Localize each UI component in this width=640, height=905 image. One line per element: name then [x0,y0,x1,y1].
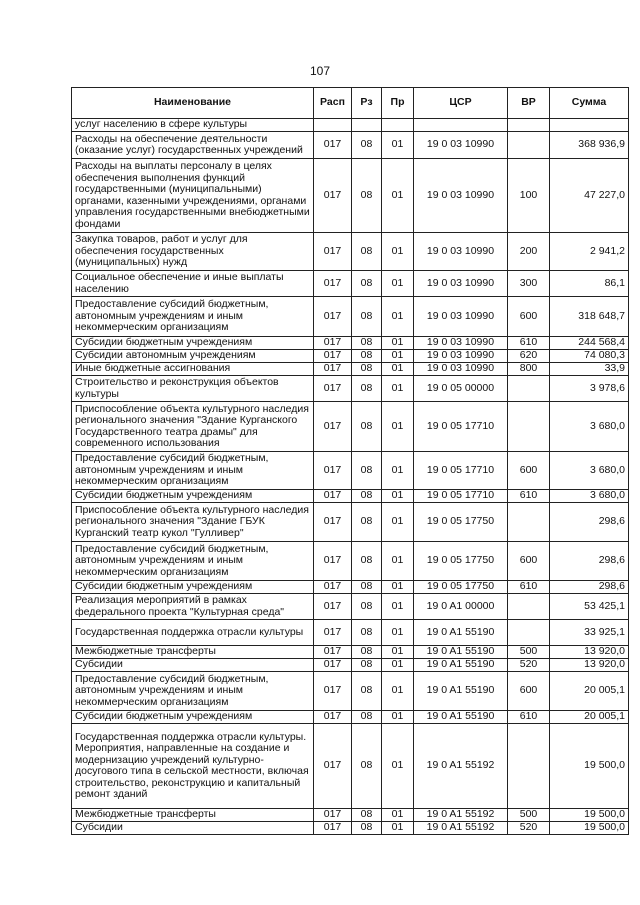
vr-cell: 520 [508,822,550,835]
table-row [72,337,629,350]
name-cell: Приспособление объекта культурного наследия регионального значения "Здание ГБУК Курганский театр кукол "Гулливер" [72,503,314,542]
rz-cell [352,119,382,132]
rasp-cell: 017 [314,724,352,809]
csr-cell: 19 0 03 10990 [414,363,508,376]
name-cell: Расходы на обеспечение деятельности (оказание услуг) государственных учреждений [72,132,314,159]
rasp-cell: 017 [314,350,352,363]
rz-cell: 08 [352,659,382,672]
name-cell: Реализация мероприятий в рамках федерального проекта "Культурная среда" [72,594,314,620]
table-row [72,724,629,809]
sum-cell: 47 227,0 [550,159,629,233]
name-cell: Субсидии бюджетным учреждениям [72,711,314,724]
sum-cell: 3 978,6 [550,376,629,402]
rz-cell: 08 [352,672,382,711]
table-row [72,672,629,711]
csr-cell: 19 0 A1 55192 [414,809,508,822]
vr-cell [508,724,550,809]
sum-cell: 3 680,0 [550,490,629,503]
pr-cell: 01 [382,659,414,672]
vr-cell: 520 [508,659,550,672]
rz-cell: 08 [352,297,382,337]
vr-cell [508,503,550,542]
sum-cell: 20 005,1 [550,711,629,724]
sum-cell: 13 920,0 [550,659,629,672]
header-sum: Сумма [550,88,629,119]
name-cell: Субсидии бюджетным учреждениям [72,581,314,594]
sum-cell: 318 648,7 [550,297,629,337]
rz-cell: 08 [352,711,382,724]
sum-cell [550,119,629,132]
rz-cell: 08 [352,132,382,159]
csr-cell: 19 0 A1 55190 [414,646,508,659]
name-cell: Межбюджетные трансферты [72,809,314,822]
pr-cell: 01 [382,132,414,159]
name-cell: Государственная поддержка отрасли культуры. Мероприятия, направленные на создание и модернизацию учреждений культурно-досугового типа в сельской местности, включая строительство, реконструкцию и капитальный ремонт зданий [72,724,314,809]
csr-cell [414,119,508,132]
name-cell: Субсидии [72,822,314,835]
name-cell: Субсидии бюджетным учреждениям [72,337,314,350]
sum-cell: 20 005,1 [550,672,629,711]
sum-cell: 53 425,1 [550,594,629,620]
rz-cell: 08 [352,581,382,594]
rasp-cell: 017 [314,297,352,337]
vr-cell: 600 [508,672,550,711]
table-header-row [72,88,629,119]
vr-cell: 500 [508,646,550,659]
sum-cell: 3 680,0 [550,452,629,490]
sum-cell: 74 080,3 [550,350,629,363]
pr-cell: 01 [382,503,414,542]
rasp-cell: 017 [314,659,352,672]
rasp-cell [314,119,352,132]
name-cell: Социальное обеспечение и иные выплаты населению [72,271,314,297]
table-row [72,402,629,452]
rz-cell: 08 [352,646,382,659]
csr-cell: 19 0 A1 00000 [414,594,508,620]
table-row [72,503,629,542]
header-csr: ЦСР [414,88,508,119]
csr-cell: 19 0 03 10990 [414,233,508,271]
rz-cell: 08 [352,350,382,363]
pr-cell: 01 [382,271,414,297]
header-name: Наименование [72,88,314,119]
table-row [72,376,629,402]
rz-cell: 08 [352,376,382,402]
name-cell: Предоставление субсидий бюджетным, автономным учреждениям и иным некоммерческим организациям [72,672,314,711]
csr-cell: 19 0 03 10990 [414,350,508,363]
rasp-cell: 017 [314,503,352,542]
table-row [72,119,629,132]
rz-cell: 08 [352,452,382,490]
name-cell: Приспособление объекта культурного наследия регионального значения "Здание Курганского Государственного театра драмы" для современного использования [72,402,314,452]
sum-cell: 33 925,1 [550,620,629,646]
sum-cell: 33,9 [550,363,629,376]
pr-cell: 01 [382,620,414,646]
rz-cell: 08 [352,363,382,376]
sum-cell: 368 936,9 [550,132,629,159]
csr-cell: 19 0 03 10990 [414,337,508,350]
vr-cell [508,402,550,452]
vr-cell: 610 [508,490,550,503]
vr-cell: 800 [508,363,550,376]
rasp-cell: 017 [314,337,352,350]
rz-cell: 08 [352,490,382,503]
table-row [72,822,629,835]
csr-cell: 19 0 05 17750 [414,503,508,542]
rz-cell: 08 [352,233,382,271]
rz-cell: 08 [352,542,382,581]
rasp-cell: 017 [314,594,352,620]
pr-cell: 01 [382,337,414,350]
rz-cell: 08 [352,159,382,233]
name-cell: Государственная поддержка отрасли культуры [72,620,314,646]
rasp-cell: 017 [314,402,352,452]
sum-cell: 3 680,0 [550,402,629,452]
rz-cell: 08 [352,809,382,822]
name-cell: услуг населению в сфере культуры [72,119,314,132]
rz-cell: 08 [352,724,382,809]
rasp-cell: 017 [314,271,352,297]
table-row [72,646,629,659]
pr-cell: 01 [382,672,414,711]
sum-cell: 19 500,0 [550,809,629,822]
rasp-cell: 017 [314,452,352,490]
rz-cell: 08 [352,271,382,297]
name-cell: Предоставление субсидий бюджетным, автономным учреждениям и иным некоммерческим организациям [72,452,314,490]
table-row [72,271,629,297]
pr-cell: 01 [382,822,414,835]
table-row [72,159,629,233]
csr-cell: 19 0 A1 55190 [414,672,508,711]
sum-cell: 19 500,0 [550,822,629,835]
vr-cell [508,376,550,402]
rasp-cell: 017 [314,646,352,659]
vr-cell: 600 [508,542,550,581]
rz-cell: 08 [352,337,382,350]
rasp-cell: 017 [314,233,352,271]
csr-cell: 19 0 03 10990 [414,271,508,297]
pr-cell: 01 [382,350,414,363]
vr-cell: 610 [508,581,550,594]
vr-cell [508,132,550,159]
vr-cell: 620 [508,350,550,363]
pr-cell: 01 [382,363,414,376]
table-row [72,452,629,490]
table-row [72,363,629,376]
csr-cell: 19 0 A1 55192 [414,724,508,809]
table-row [72,132,629,159]
vr-cell: 600 [508,452,550,490]
name-cell: Предоставление субсидий бюджетным, автономным учреждениям и иным некоммерческим организациям [72,542,314,581]
table-row [72,542,629,581]
table-row [72,659,629,672]
sum-cell: 298,6 [550,542,629,581]
csr-cell: 19 0 05 17750 [414,542,508,581]
vr-cell [508,119,550,132]
header-vr: ВР [508,88,550,119]
rasp-cell: 017 [314,542,352,581]
table-row [72,594,629,620]
pr-cell: 01 [382,402,414,452]
pr-cell: 01 [382,490,414,503]
rasp-cell: 017 [314,581,352,594]
vr-cell: 300 [508,271,550,297]
csr-cell: 19 0 A1 55192 [414,822,508,835]
name-cell: Закупка товаров, работ и услуг для обеспечения государственных (муниципальных) нужд [72,233,314,271]
csr-cell: 19 0 A1 55190 [414,711,508,724]
csr-cell: 19 0 05 00000 [414,376,508,402]
sum-cell: 19 500,0 [550,724,629,809]
pr-cell: 01 [382,452,414,490]
table-row [72,809,629,822]
rasp-cell: 017 [314,490,352,503]
sum-cell: 13 920,0 [550,646,629,659]
name-cell: Предоставление субсидий бюджетным, автономным учреждениям и иным некоммерческим организациям [72,297,314,337]
rasp-cell: 017 [314,159,352,233]
pr-cell: 01 [382,724,414,809]
name-cell: Субсидии [72,659,314,672]
csr-cell: 19 0 A1 55190 [414,620,508,646]
csr-cell: 19 0 05 17710 [414,490,508,503]
header-rasp: Расп [314,88,352,119]
rz-cell: 08 [352,620,382,646]
sum-cell: 2 941,2 [550,233,629,271]
rasp-cell: 017 [314,711,352,724]
rasp-cell: 017 [314,376,352,402]
csr-cell: 19 0 03 10990 [414,159,508,233]
pr-cell: 01 [382,711,414,724]
sum-cell: 244 568,4 [550,337,629,350]
csr-cell: 19 0 A1 55190 [414,659,508,672]
csr-cell: 19 0 05 17710 [414,452,508,490]
table-row [72,490,629,503]
csr-cell: 19 0 03 10990 [414,132,508,159]
rz-cell: 08 [352,594,382,620]
name-cell: Субсидии автономным учреждениям [72,350,314,363]
table-row [72,620,629,646]
rasp-cell: 017 [314,822,352,835]
name-cell: Субсидии бюджетным учреждениям [72,490,314,503]
pr-cell: 01 [382,646,414,659]
header-rz: Рз [352,88,382,119]
table-row [72,711,629,724]
rasp-cell: 017 [314,363,352,376]
sum-cell: 86,1 [550,271,629,297]
table-row [72,297,629,337]
rz-cell: 08 [352,402,382,452]
csr-cell: 19 0 05 17710 [414,402,508,452]
pr-cell: 01 [382,297,414,337]
table-row [72,233,629,271]
vr-cell: 610 [508,337,550,350]
vr-cell: 100 [508,159,550,233]
pr-cell: 01 [382,376,414,402]
budget-table [71,87,629,835]
rasp-cell: 017 [314,620,352,646]
name-cell: Межбюджетные трансферты [72,646,314,659]
vr-cell: 200 [508,233,550,271]
pr-cell [382,119,414,132]
vr-cell: 600 [508,297,550,337]
csr-cell: 19 0 05 17750 [414,581,508,594]
table-row [72,581,629,594]
vr-cell: 500 [508,809,550,822]
name-cell: Иные бюджетные ассигнования [72,363,314,376]
sum-cell: 298,6 [550,503,629,542]
pr-cell: 01 [382,594,414,620]
vr-cell [508,594,550,620]
page-number: 107 [309,64,331,78]
vr-cell [508,620,550,646]
pr-cell: 01 [382,233,414,271]
pr-cell: 01 [382,581,414,594]
name-cell: Строительство и реконструкция объектов культуры [72,376,314,402]
rz-cell: 08 [352,822,382,835]
sum-cell: 298,6 [550,581,629,594]
vr-cell: 610 [508,711,550,724]
rasp-cell: 017 [314,132,352,159]
pr-cell: 01 [382,542,414,581]
rasp-cell: 017 [314,809,352,822]
pr-cell: 01 [382,809,414,822]
table-row [72,350,629,363]
rz-cell: 08 [352,503,382,542]
name-cell: Расходы на выплаты персоналу в целях обеспечения выполнения функций государственными (муниципальными) органами, казенными учреждениями, органами управления государственными внебюджетными фондами [72,159,314,233]
rasp-cell: 017 [314,672,352,711]
header-pr: Пр [382,88,414,119]
pr-cell: 01 [382,159,414,233]
csr-cell: 19 0 03 10990 [414,297,508,337]
